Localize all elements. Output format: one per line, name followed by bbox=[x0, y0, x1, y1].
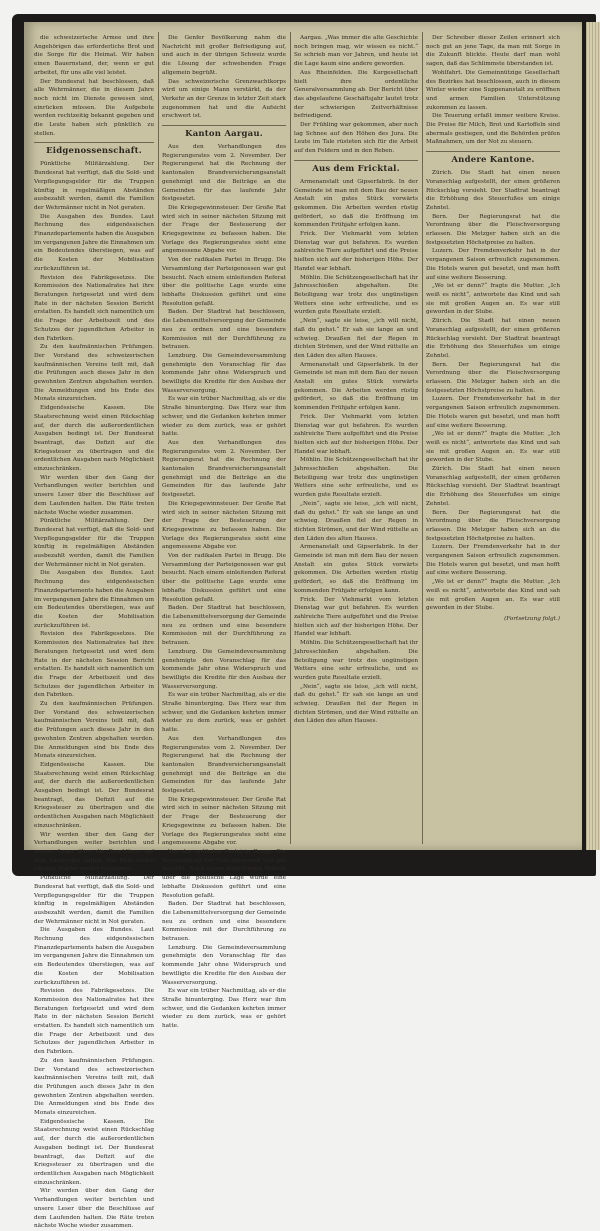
article-paragraph: Pünktliche Militärzahlung. Der Bundesrat hat verfügt, daß die Sold- und Verpflegungsgelder für die Truppen künftig in regelmäßigen Abständen ausbezahlt werden, damit die Familien der Wehrmänner nicht in Not geraten. bbox=[34, 875, 154, 925]
continuation-note: (Fortsetzung folgt.) bbox=[504, 616, 560, 622]
page-stack-edge bbox=[586, 22, 600, 850]
column-rule bbox=[290, 32, 291, 844]
article-paragraph: Pünktliche Militärzahlung. Der Bundesrat hat verfügt, daß die Sold- und Verpflegungsgelder für die Truppen künftig in regelmäßigen Abständen ausbezahlt werden, damit die Familien der Wehrmänner nicht in Not geraten. bbox=[34, 161, 154, 211]
article-paragraph: Wir werden über den Gang der Verhandlungen weiter berichten und unsere Leser über die Beschlüsse auf dem Laufenden halten. Die Räte treten nächste Woche wieder zusammen. bbox=[34, 1188, 154, 1230]
article-paragraph: Die Teuerung erfaßt immer weitere Kreise. Die Preise für Milch, Brot und Kartoffeln sind abermals gestiegen, und die Behörden prüfen Maßnahmen, um der Not zu steuern. bbox=[426, 113, 560, 146]
article-paragraph: „Nein“, sagte sie leise, „ich will nicht, daß du gehst.“ Er sah sie lange an und schwieg. Draußen fiel der Regen in dichten Strömen, und der Wind rüttelte an den Läden des alten Hauses. bbox=[294, 683, 418, 725]
article-paragraph: „Nein“, sagte sie leise, „ich will nicht, daß du gehst.“ Er sah sie lange an und schwieg. Draußen fiel der Regen in dichten Strömen, und der Wind rüttelte an den Läden des alten Hauses. bbox=[294, 318, 418, 359]
article-paragraph: Die Ausgaben des Bundes. Laut Rechnung des eidgenössischen Finanzdepartements haben die Ausgaben im vergangenen Jahre die Einnahmen um ein Bedeutendes überstiegen, was auf die Kosten der Mobilisation zurückzuführen ist. bbox=[34, 570, 155, 629]
article-paragraph: Zu den kaufmännischen Prüfungen. Der Vorstand des schweizerischen kaufmännischen Vereins teilt mit, daß die Prüfungen auch dieses Jahr in den gewohnten Zentren abgehalten werden. Die Anmeldungen sind bis Ende des Monats einzureichen. bbox=[34, 701, 154, 760]
article-paragraph: „Wo ist er denn?“ fragte die Mutter. „Ich weiß es nicht“, antwortete das Kind und sah sie mit großen Augen an. Es war still geworden in der Stube. bbox=[426, 283, 560, 316]
article-paragraph: Aargau. „Was immer die alte Geschichte noch bringen mag, wir wissen es nicht.“ So schrieb man vor Jahren, und heute ist die Lage kaum eine andere geworden. bbox=[294, 35, 418, 68]
article-paragraph: Bern. Der Regierungsrat hat die Verordnung über die Fleischversorgung erlassen. Die Metzger haben sich an die festgesetzten Höchstpreise zu halten. bbox=[426, 361, 560, 394]
column-1 bbox=[34, 34, 155, 1230]
article-paragraph: Der Schreiber dieser Zeilen erinnert sich noch gut an jene Tage, da man mit Sorge in die Zukunft blickte. Heute darf man wohl sagen, daß das Schlimmste überstanden ist. bbox=[426, 35, 560, 68]
article-paragraph: Aus den Verhandlungen des Regierungsrates vom 2. November. Der Regierungsrat hat die Rechnung der kantonalen Brandversicherungsanstalt genehmigt und die Beiträge an die Gemeinden für das laufende Jahr festgesetzt. bbox=[162, 144, 286, 203]
article-paragraph: Armenanstalt und Gipserfabrik. In der Gemeinde ist man mit dem Bau der neuen Anstalt ein gutes Stück vorwärts gekommen. Die Arbeiten werden rüstig gefördert, so daß die Eröffnung im kommenden Frühjahr erfolgen kann. bbox=[294, 361, 418, 412]
article-paragraph: Eidgenössische Kassen. Die Staatsrechnung weist einen Rückschlag auf, der durch die außerordentlichen Ausgaben bedingt ist. Der Bundesrat beantragt, das Defizit auf die Kriegssteuer zu übertragen und die ordentlichen Ausgaben nach Möglichkeit einzuschränken. bbox=[34, 761, 154, 829]
article-paragraph: Die Genfer Bevölkerung nahm die Nachricht mit großer Befriedigung auf, und auch in der übrigen Schweiz wurde die Lösung der schwebenden Frage allgemein begrüßt. bbox=[162, 35, 286, 76]
article-paragraph: Frick. Der Viehmarkt vom letzten Dienstag war gut befahren. Es wurden zahlreiche Tiere aufgeführt und die Preise hielten sich auf der bisherigen Höhe. Der Handel war lebhaft. bbox=[294, 413, 418, 455]
column-2 bbox=[162, 34, 286, 1030]
article-paragraph: Lenzburg. Die Gemeindeversammlung genehmigte den Voranschlag für das kommende Jahr ohne Widerspruch und bewilligte die Kredite für den Ausbau der Wasserversorgung. bbox=[162, 944, 286, 986]
article-paragraph: Zürich. Die Stadt hat einen neuen Voranschlag aufgestellt, der einen größeren Rückschlag vorsieht. Der Stadtrat beantragt die Erhöhung des Steuerfußes um einige Zehntel. bbox=[426, 170, 560, 211]
article-paragraph: Möhlin. Die Schützengesellschaft hat ihr Jahresschießen abgehalten. Die Beteiligung war trotz des ungünstigen Wetters eine sehr erfreuliche, und es wurden gute Resultate erzielt. bbox=[294, 640, 418, 681]
article-paragraph: Revision des Fabrikgesetzes. Die Kommission des Nationalrates hat ihre Beratungen fortgesetzt und wird dem Rate in der nächsten Session Bericht erstatten. Es handelt sich namentlich um die Frage der Arbeitszeit und des Schutzes der jugendlichen Arbeiter in den Fabriken. bbox=[34, 631, 154, 699]
article-paragraph: Aus Rheinfelden. Die Kurgesellschaft hielt ihre ordentliche Generalversammlung ab. Der Bericht über das abgelaufene Geschäftsjahr lautet trotz der schwierigen Zeitverhältnisse befriedigend. bbox=[294, 69, 418, 120]
article-paragraph: Luzern. Der Fremdenverkehr hat in der vergangenen Saison erfreulich zugenommen. Die Hotels waren gut besetzt, und man hofft auf eine weitere Besserung. bbox=[426, 544, 560, 577]
article-paragraph: Von der radikalen Partei in Brugg. Die Versammlung der Parteigenossen war gut besucht. Nach einem einleitenden Referat über die politische Lage wurde eine lebhafte Diskussion geführt und eine Resolution gefaßt. bbox=[162, 553, 286, 603]
article-paragraph: Revision des Fabrikgesetzes. Die Kommission des Nationalrates hat ihre Beratungen fortgesetzt und wird dem Rate in der nächsten Session Bericht erstatten. Es handelt sich namentlich um die Frage der Arbeitszeit und des Schutzes der jugendlichen Arbeiter in den Fabriken. bbox=[34, 988, 154, 1056]
article-paragraph: Armenanstalt und Gipserfabrik. In der Gemeinde ist man mit dem Bau der neuen Anstalt ein gutes Stück vorwärts gekommen. Die Arbeiten werden rüstig gefördert, so daß die Eröffnung im kommenden Frühjahr erfolgen kann. bbox=[294, 178, 418, 229]
article-paragraph: Frick. Der Viehmarkt vom letzten Dienstag war gut befahren. Es wurden zahlreiche Tiere aufgeführt und die Preise hielten sich auf der bisherigen Höhe. Der Handel war lebhaft. bbox=[294, 596, 418, 638]
article-paragraph: Revision des Fabrikgesetzes. Die Kommission des Nationalrates hat ihre Beratungen fortgesetzt und wird dem Rate in der nächsten Session Bericht erstatten. Es handelt sich namentlich um die Frage der Arbeitszeit und des Schutzes der jugendlichen Arbeiter in den Fabriken. bbox=[34, 274, 154, 342]
section-heading: Aus dem Fricktal. bbox=[294, 160, 418, 175]
article-paragraph: Die Kriegsgewinnsteuer. Der Große Rat wird sich in seiner nächsten Sitzung mit der Frage der Besteuerung der Kriegsgewinne zu befassen haben. Die Vorlage des Regierungsrates sieht eine angemessene Abgabe vor. bbox=[162, 796, 286, 847]
article-paragraph: Eidgenössische Kassen. Die Staatsrechnung weist einen Rückschlag auf, der durch die außerordentlichen Ausgaben bedingt ist. Der Bundesrat beantragt, das Defizit auf die Kriegssteuer zu übertragen und die ordentlichen Ausgaben nach Möglichkeit einzuschränken. bbox=[34, 405, 154, 473]
article-paragraph: Lenzburg. Die Gemeindeversammlung genehmigte den Voranschlag für das kommende Jahr ohne Widerspruch und bewilligte die Kredite für den Ausbau der Wasserversorgung. bbox=[162, 648, 286, 690]
article-paragraph: Luzern. Der Fremdenverkehr hat in der vergangenen Saison erfreulich zugenommen. Die Hotels waren gut besetzt, und man hofft auf eine weitere Besserung. bbox=[426, 396, 560, 429]
article-paragraph: Von der radikalen Partei in Brugg. Die Versammlung der Parteigenossen war gut besucht. Nach einem einleitenden Referat über die politische Lage wurde eine lebhafte Diskussion geführt und eine Resolution gefaßt. bbox=[162, 848, 286, 899]
article-paragraph: Luzern. Der Fremdenverkehr hat in der vergangenen Saison erfreulich zugenommen. Die Hotels waren gut besetzt, und man hofft auf eine weitere Besserung. bbox=[426, 248, 560, 281]
article-paragraph: Es war ein trüber Nachmittag, als er die Straße hinunterging. Das Herz war ihm schwer, und die Gedanken kehrten immer wieder zu dem zurück, was er gehört hatte. bbox=[162, 396, 286, 438]
article-paragraph: Die Ausgaben des Bundes. Laut Rechnung des eidgenössischen Finanzdepartements haben die Ausgaben im vergangenen Jahre die Einnahmen um ein Bedeutendes überstiegen, was auf die Kosten der Mobilisation zurückzuführen ist. bbox=[34, 213, 155, 272]
article-paragraph: Das schweizerische Grenzwachtkorps wird um einige Mann verstärkt, da der Verkehr an der Grenze in letzter Zeit stark zugenommen hat und die Aufsicht erschwert ist. bbox=[162, 78, 286, 120]
column-3 bbox=[294, 34, 418, 842]
column-4 bbox=[426, 34, 560, 842]
section-heading: Eidgenossenschaft. bbox=[34, 142, 154, 157]
article-paragraph: Bern. Der Regierungsrat hat die Verordnung über die Fleischversorgung erlassen. Die Metzger haben sich an die festgesetzten Höchstpreise zu halten. bbox=[426, 509, 560, 542]
article-paragraph: Es war ein trüber Nachmittag, als er die Straße hinunterging. Das Herz war ihm schwer, und die Gedanken kehrten immer wieder zu dem zurück, was er gehört hatte. bbox=[162, 692, 286, 734]
article-paragraph: „Wo ist er denn?“ fragte die Mutter. „Ich weiß es nicht“, antwortete das Kind und sah sie mit großen Augen an. Es war still geworden in der Stube. bbox=[426, 431, 560, 464]
article-paragraph: Baden. Der Stadtrat hat beschlossen, die Lebensmittelversorgung der Gemeinde neu zu ordnen und eine besondere Kommission mit der Durchführung zu betrauen. bbox=[162, 605, 286, 647]
article-paragraph: Lenzburg. Die Gemeindeversammlung genehmigte den Voranschlag für das kommende Jahr ohne Widerspruch und bewilligte die Kredite für den Ausbau der Wasserversorgung. bbox=[162, 352, 286, 394]
newspaper-page bbox=[24, 22, 582, 1230]
article-paragraph: Baden. Der Stadtrat hat beschlossen, die Lebensmittelversorgung der Gemeinde neu zu ordnen und eine besondere Kommission mit der Durchführung zu betrauen. bbox=[162, 309, 286, 351]
article-paragraph: Wir werden über den Gang der Verhandlungen weiter berichten und unsere Leser über die Beschlüsse auf dem Laufenden halten. Die Räte treten nächste Woche wieder zusammen. bbox=[34, 831, 154, 873]
article-paragraph: Die Kriegsgewinnsteuer. Der Große Rat wird sich in seiner nächsten Sitzung mit der Frage der Besteuerung der Kriegsgewinne zu befassen haben. Die Vorlage des Regierungsrates sieht eine angemessene Abgabe vor. bbox=[162, 500, 286, 551]
section-heading: Andere Kantone. bbox=[426, 151, 560, 166]
article-paragraph: Von der radikalen Partei in Brugg. Die Versammlung der Parteigenossen war gut besucht. Nach einem einleitenden Referat über die politische Lage wurde eine lebhafte Diskussion geführt und eine Resolution gefaßt. bbox=[162, 257, 286, 307]
article-paragraph: Die Kriegsgewinnsteuer. Der Große Rat wird sich in seiner nächsten Sitzung mit der Frage der Besteuerung der Kriegsgewinne zu befassen haben. Die Vorlage des Regierungsrates sieht eine angemessene Abgabe vor. bbox=[162, 204, 286, 255]
article-paragraph: Zürich. Die Stadt hat einen neuen Voranschlag aufgestellt, der einen größeren Rückschlag vorsieht. Der Stadtrat beantragt die Erhöhung des Steuerfußes um einige Zehntel. bbox=[426, 318, 560, 359]
article-paragraph: Wir werden über den Gang der Verhandlungen weiter berichten und unsere Leser über die Beschlüsse auf dem Laufenden halten. Die Räte treten nächste Woche wieder zusammen. bbox=[34, 474, 154, 516]
article-paragraph: Zu den kaufmännischen Prüfungen. Der Vorstand des schweizerischen kaufmännischen Vereins teilt mit, daß die Prüfungen auch dieses Jahr in den gewohnten Zentren abgehalten werden. Die Anmeldungen sind bis Ende des Monats einzureichen. bbox=[34, 1057, 154, 1117]
article-paragraph: Bern. Der Regierungsrat hat die Verordnung über die Fleischversorgung erlassen. Die Metzger haben sich an die festgesetzten Höchstpreise zu halten. bbox=[426, 213, 560, 246]
article-paragraph: Der Frühling war gekommen, aber noch lag Schnee auf den Höhen des Jura. Die Leute im Tale rüsteten sich für die Arbeit auf den Feldern und in den Reben. bbox=[294, 122, 418, 155]
article-paragraph: Der Bundesrat hat beschlossen, daß alle Wehrmänner, die in diesem Jahre noch nicht im Dienste gewesen sind, einrücken müssen. Die Aufgebote werden rechtzeitig bekannt gegeben und die Leute haben sich pünktlich zu stellen. bbox=[34, 78, 154, 137]
article-paragraph: Die Ausgaben des Bundes. Laut Rechnung des eidgenössischen Finanzdepartements haben die Ausgaben im vergangenen Jahre die Einnahmen um ein Bedeutendes überstiegen, was auf die Kosten der Mobilisation zurückzuführen ist. bbox=[34, 927, 155, 986]
article-paragraph: Wohlfahrt. Die Gemeinnützige Gesellschaft des Bezirkes hat beschlossen, auch in diesem Winter wieder eine Suppenanstalt zu eröffnen und armen Familien Unterstützung zukommen zu lassen. bbox=[426, 69, 560, 111]
article-paragraph: Pünktliche Militärzahlung. Der Bundesrat hat verfügt, daß die Sold- und Verpflegungsgelder für die Truppen künftig in regelmäßigen Abständen ausbezahlt werden, damit die Familien der Wehrmänner nicht in Not geraten. bbox=[34, 518, 154, 568]
article-paragraph: Armenanstalt und Gipserfabrik. In der Gemeinde ist man mit dem Bau der neuen Anstalt ein gutes Stück vorwärts gekommen. Die Arbeiten werden rüstig gefördert, so daß die Eröffnung im kommenden Frühjahr erfolgen kann. bbox=[294, 544, 418, 594]
column-rule bbox=[158, 32, 159, 844]
article-paragraph: Zu den kaufmännischen Prüfungen. Der Vorstand des schweizerischen kaufmännischen Vereins teilt mit, daß die Prüfungen auch dieses Jahr in den gewohnten Zentren abgehalten werden. Die Anmeldungen sind bis Ende des Monats einzureichen. bbox=[34, 344, 154, 403]
article-paragraph: Aus den Verhandlungen des Regierungsrates vom 2. November. Der Regierungsrat hat die Rechnung der kantonalen Brandversicherungsanstalt genehmigt und die Beiträge an die Gemeinden für das laufende Jahr festgesetzt. bbox=[162, 735, 286, 795]
section-heading: Kanton Aargau. bbox=[162, 125, 286, 140]
article-paragraph: Zürich. Die Stadt hat einen neuen Voranschlag aufgestellt, der einen größeren Rückschlag vorsieht. Der Stadtrat beantragt die Erhöhung des Steuerfußes um einige Zehntel. bbox=[426, 466, 560, 507]
article-paragraph: „Nein“, sagte sie leise, „ich will nicht, daß du gehst.“ Er sah sie lange an und schwieg. Draußen fiel der Regen in dichten Strömen, und der Wind rüttelte an den Läden des alten Hauses. bbox=[294, 500, 418, 542]
article-paragraph: Möhlin. Die Schützengesellschaft hat ihr Jahresschießen abgehalten. Die Beteiligung war trotz des ungünstigen Wetters eine sehr erfreuliche, und es wurden gute Resultate erzielt. bbox=[294, 457, 418, 499]
article-paragraph: Eidgenössische Kassen. Die Staatsrechnung weist einen Rückschlag auf, der durch die außerordentlichen Ausgaben bedingt ist. Der Bundesrat beantragt, das Defizit auf die Kriegssteuer zu übertragen und die ordentlichen Ausgaben nach Möglichkeit einzuschränken. bbox=[34, 1118, 154, 1186]
article-paragraph: Möhlin. Die Schützengesellschaft hat ihr Jahresschießen abgehalten. Die Beteiligung war trotz des ungünstigen Wetters eine sehr erfreuliche, und es wurden gute Resultate erzielt. bbox=[294, 274, 418, 316]
article-paragraph: Aus den Verhandlungen des Regierungsrates vom 2. November. Der Regierungsrat hat die Rechnung der kantonalen Brandversicherungsanstalt genehmigt und die Beiträge an die Gemeinden für das laufende Jahr festgesetzt. bbox=[162, 439, 286, 499]
column-rule bbox=[422, 32, 423, 844]
article-paragraph: Baden. Der Stadtrat hat beschlossen, die Lebensmittelversorgung der Gemeinde neu zu ordnen und eine besondere Kommission mit der Durchführung zu betrauen. bbox=[162, 901, 286, 943]
article-paragraph: Frick. Der Viehmarkt vom letzten Dienstag war gut befahren. Es wurden zahlreiche Tiere aufgeführt und die Preise hielten sich auf der bisherigen Höhe. Der Handel war lebhaft. bbox=[294, 231, 418, 272]
article-paragraph: die schweizerische Armee und ihre Angehörigen das erforderliche Brot und die Sorge für die Heimat. Wir haben einen Bauernstand, der, wenn er gut arbeitet, für uns alle viel leistet. bbox=[34, 35, 154, 76]
article-paragraph: „Wo ist er denn?“ fragte die Mutter. „Ich weiß es nicht“, antwortete das Kind und sah sie mit großen Augen an. Es war still geworden in der Stube. bbox=[426, 579, 560, 612]
article-paragraph: Es war ein trüber Nachmittag, als er die Straße hinunterging. Das Herz war ihm schwer, und die Gedanken kehrten immer wieder zu dem zurück, was er gehört hatte. bbox=[162, 988, 286, 1030]
